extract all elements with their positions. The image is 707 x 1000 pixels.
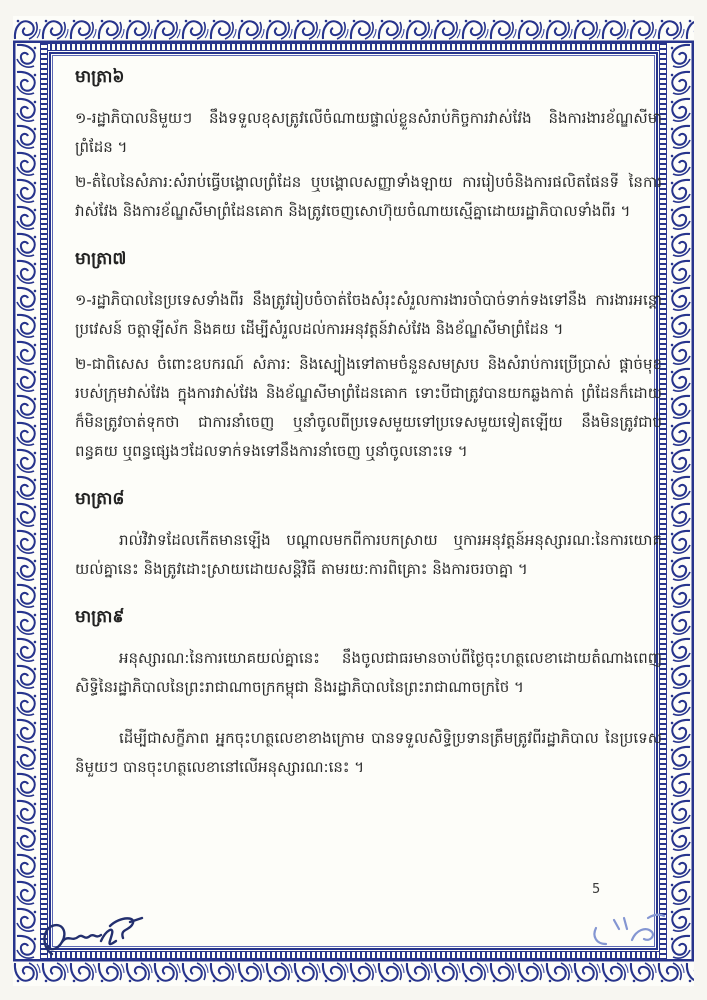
article-8 xyxy=(75,488,662,584)
article-6-heading: មាត្រា៦ xyxy=(75,67,125,87)
article-9-heading: មាត្រា៩ xyxy=(75,607,125,627)
article-8-heading: មាត្រា៨ xyxy=(75,489,125,509)
article-6-paragraph-1: ១-រដ្ឋាភិបាលនិមួយៗ នឹងទទួលខុសត្រូវលើចំណាយផ្ទាល់ខ្លួនសំរាប់កិច្ចការវាស់វែង និងការងារខ័ណ្ឌសីមាព្រំដែន ។ xyxy=(75,109,662,156)
border-ornament-top xyxy=(13,16,694,43)
article-7-paragraph-1: ១-រដ្ឋាភិបាលនៃប្រទេសទាំងពីរ នឹងត្រូវរៀបចំចាត់ចែងសំរុះសំរួលការងារចាំបាច់ទាក់ទងទៅនឹង ការងារអន្តោប្រវេសន៍ ចត្តាឡីស័ក និងគយ ដើម្បីសំរួលដល់ការអនុវត្តន៍វាស់វែង និងខ័ណ្ឌសីមាព្រំដែន ។ xyxy=(75,291,662,338)
border-bead-line-top xyxy=(40,43,667,51)
page-number: 5 xyxy=(592,882,601,897)
closing-paragraph: ដើម្បីជាសក្ខីភាព អ្នកចុះហត្ថលេខាខាងក្រោម បានទទួលសិទ្ធិប្រទានត្រឹមត្រូវពីរដ្ឋាភិបាល នៃប្រទេសនិមួយៗ បានចុះហត្ថលេខានៅលើអនុស្សារណ:នេះ ។ xyxy=(75,729,662,776)
article-9 xyxy=(75,606,662,702)
initials-scribble-right xyxy=(588,892,672,950)
article-6-paragraph-2: ២-តំលៃនៃសំភារ:សំរាប់ធ្វើបង្គោលព្រំដែន ឬបង្គោលសញ្ញាទាំងឡាយ ការរៀបចំនិងការផលិតផែនទី នៃការវាស់វែង និងការខ័ណ្ឌសីមាព្រំដែនគោក និងត្រូវចេញសោហ៊ុយចំណាយស្មើគ្នាដោយរដ្ឋាភិបាលទាំងពីរ ។ xyxy=(75,173,662,220)
border-ornament-right xyxy=(667,43,694,959)
border-bead-line-left xyxy=(40,43,48,959)
article-7-heading: មាត្រា៧ xyxy=(75,249,127,269)
article-9-paragraph-1: អនុស្សារណ:នៃការយោគយល់គ្នានេះ នឹងចូលជាធរមានចាប់ពីថ្ងៃចុះហត្ថលេខាដោយតំណាងពេញសិទ្ធិនៃរដ្ឋាភិបាលនៃព្រះរាជាណាចក្រកម្ពុជា និងរដ្ឋាភិបាលនៃព្រះរាជាណាចក្រថៃ ។ xyxy=(75,649,662,696)
article-7-paragraph-2: ២-ជាពិសេស ចំពោះឧបករណ៍ សំភារ: និងស្បៀងទៅតាមចំនួនសមស្រប និងសំរាប់ការប្រើប្រាស់ ផ្តាច់មុខរបស់ក្រុមវាស់វែង ក្នុងការវាស់វែង និងខ័ណ្ឌសីមាព្រំដែនគោក ទោះបីជាត្រូវបានយកឆ្លងកាត់ ព្រំដែនក៏ដោយ ក៏មិនត្រូវចាត់ទុកថា ជាការនាំចេញ ឬនាំចូលពីប្រទេសមួយទៅប្រទេសមួយទៀតឡើយ នឹងមិនត្រូវជាប់ពន្ធគយ ឬពន្ធផ្សេងៗដែលទាក់ទងទៅនឹងការនាំចេញ ឬនាំចូលនោះទេ ។ xyxy=(75,355,662,460)
article-8-paragraph-1: រាល់វិវាទដែលកើតមានឡើង បណ្តាលមកពីការបកស្រាយ ឬការអនុវត្តន៍អនុស្សារណ:នៃការយោគយល់គ្នានេះ និងត្រូវដោះស្រាយដោយសន្តិវិធី តាមរយ:ការពិគ្រោះ និងការចរចាគ្នា ។ xyxy=(75,531,662,578)
border-ornament-left xyxy=(13,43,40,959)
signature-scribble-left xyxy=(38,908,178,970)
article-7 xyxy=(75,248,662,466)
document-body xyxy=(75,66,662,866)
article-6 xyxy=(75,66,662,226)
